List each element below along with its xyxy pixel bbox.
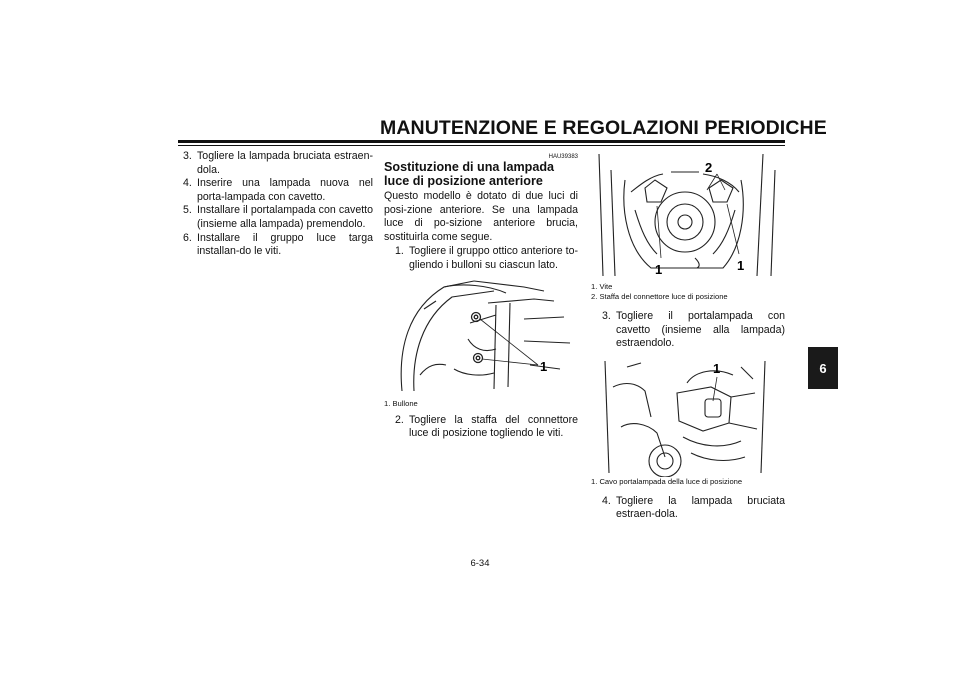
figure-caption: 1. Vite [591, 282, 613, 291]
connector-bracket-illustration [591, 150, 785, 280]
page-header-title: MANUTENZIONE E REGOLAZIONI PERIODICHE [380, 117, 827, 139]
step-text: Togliere la lampada bruciata estraen-dola. [197, 150, 373, 176]
step-item [591, 495, 785, 522]
headlight-bolt-illustration [384, 279, 578, 399]
figure-callout: 1 [655, 262, 663, 277]
section-title: Sostituzione di una lampada luce di posizione anteriore [384, 160, 555, 188]
figure-bulb-holder [591, 357, 785, 477]
step-text: Togliere il gruppo ottico anteriore to-gliendo i bulloni su ciascun lato. [409, 245, 579, 271]
step-number: 1. [395, 245, 404, 258]
step-item [183, 232, 373, 259]
step-text: Installare il portalampada con cavetto (insieme alla lampada) premendolo. [197, 204, 373, 230]
step-item [591, 310, 785, 351]
step-number: 3. [183, 150, 192, 162]
step-number: 5. [183, 204, 192, 217]
step-text: Togliere la lampada bruciata estraen-dola. [616, 494, 785, 521]
bulb-holder-illustration [591, 357, 785, 477]
step-item [384, 245, 578, 272]
step-item [183, 150, 373, 177]
page-number: 6-34 [470, 558, 490, 569]
header-rule-thin [178, 145, 785, 146]
step-number: 4. [183, 177, 192, 190]
figure-callout: 1 [713, 360, 721, 376]
figure-callout: 2 [705, 160, 713, 175]
step-number: 3. [602, 310, 611, 322]
step-text: Togliere la staffa del connettore luce di posizione togliendo le viti. [409, 413, 578, 440]
step-item [183, 177, 373, 204]
step-number: 4. [602, 494, 611, 507]
figure-caption: 1. Cavo portalampada della luce di posizione [591, 476, 743, 486]
step-number: 6. [183, 231, 192, 244]
left-column [183, 150, 373, 259]
middle-column [384, 150, 578, 441]
step-text: Inserire una lampada nuova nel porta-lampada con cavetto. [197, 177, 373, 203]
step-number: 2. [395, 413, 404, 426]
figure-callout: 1 [737, 258, 745, 273]
figure-headlight-bolt [384, 279, 578, 399]
step-item [183, 204, 373, 231]
figure-callout: 1 [540, 358, 548, 374]
chapter-tab[interactable]: 6 [808, 347, 838, 389]
section-code: HAU39383 [548, 154, 578, 160]
figure-connector-bracket [591, 150, 785, 280]
header-rule-thick [178, 140, 785, 143]
right-column [591, 150, 785, 522]
step-text: Togliere il portalampada con cavetto (insieme alla lampada) estraendolo. [616, 310, 785, 350]
figure-caption: 1. Bullone [384, 398, 418, 408]
figure-caption: 2. Staffa del connettore luce di posizione [591, 292, 728, 301]
intro-paragraph: Questo modello è dotato di due luci di posi-zione anteriore. Se una lampada luce di po-sizione anteriore brucia, sostituirla come segue. [384, 190, 578, 243]
step-item [384, 414, 578, 441]
step-text: Installare il gruppo luce targa installan-do le viti. [197, 231, 373, 258]
